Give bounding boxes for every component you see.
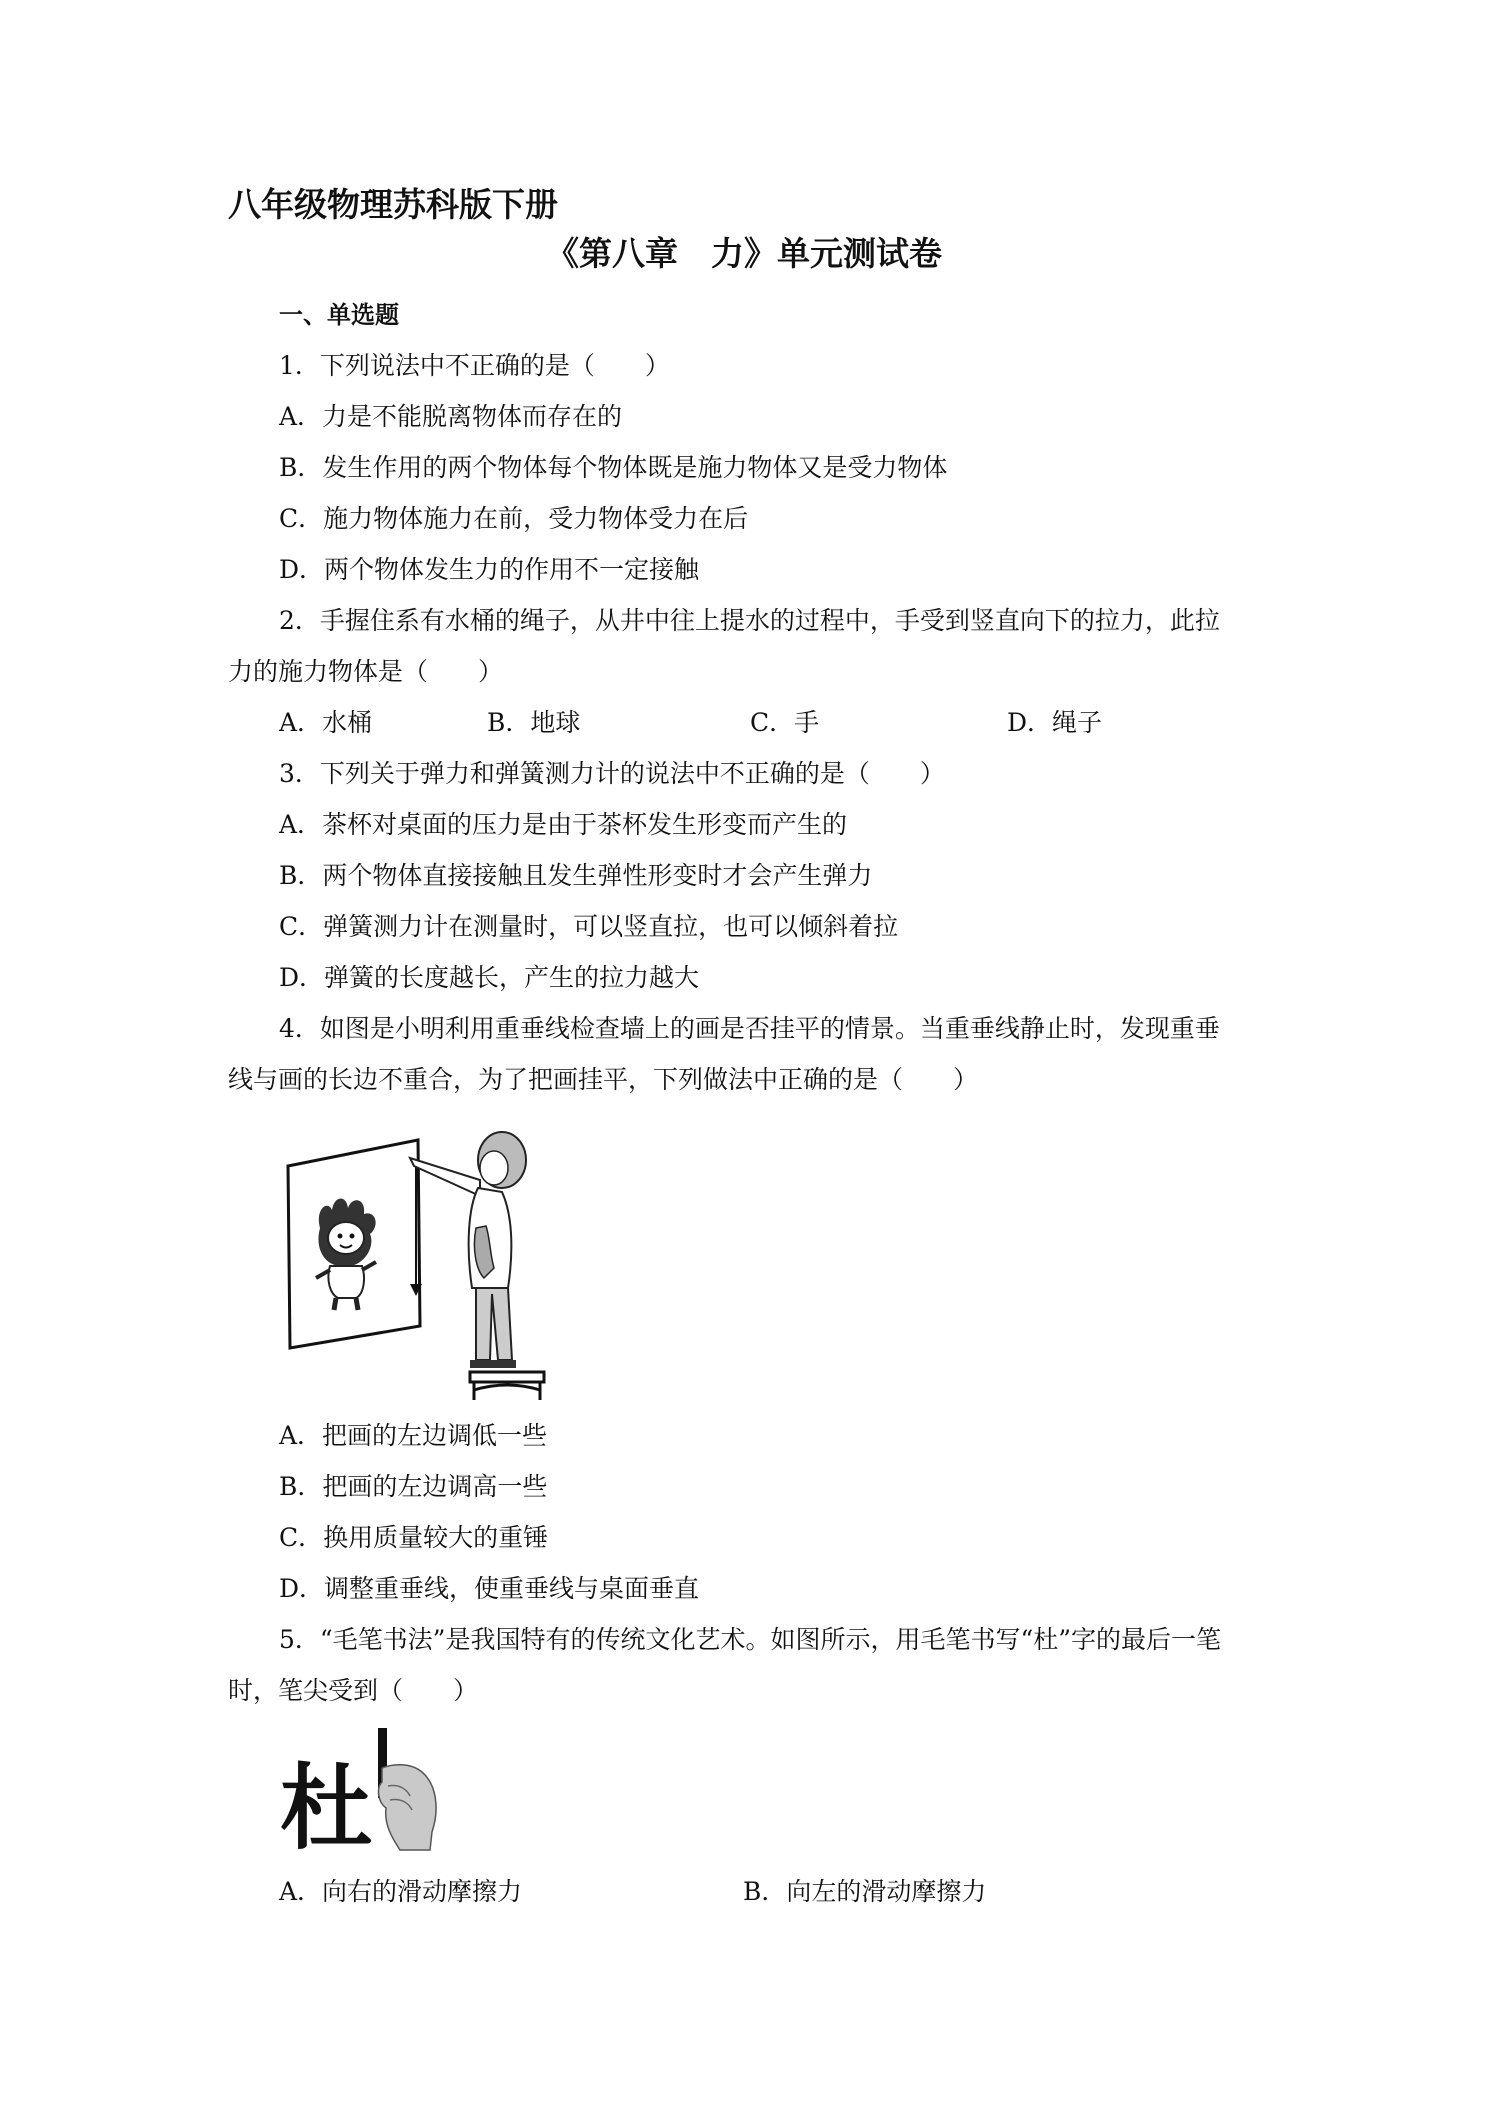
- section-label: 一、单选题: [279, 300, 399, 329]
- question-3-option-a: A．茶杯对桌面的压力是由于茶杯发生形变而产生的: [279, 810, 848, 839]
- page-title: 八年级物理苏科版下册: [228, 185, 558, 224]
- question-2-option-b: B．地球: [487, 708, 581, 737]
- hand-brush-icon: [378, 1728, 436, 1850]
- question-4-option-b: B．把画的左边调高一些: [279, 1472, 548, 1501]
- question-1-option-c: C．施力物体施力在前，受力物体受力在后: [279, 504, 749, 533]
- calligraphy-character: 杜: [280, 1754, 373, 1858]
- plumb-line-figure: [280, 1118, 560, 1408]
- question-2-stem-line-1: 2．手握住系有水桶的绳子，从井中往上提水的过程中，手受到竖直向下的拉力，此拉: [279, 606, 1220, 635]
- question-2-option-d: D．绳子: [1007, 708, 1103, 737]
- question-4-stem-line-2: 线与画的长边不重合，为了把画挂平，下列做法中正确的是（ ）: [228, 1065, 979, 1094]
- question-2-stem-line-2: 力的施力物体是（ ）: [228, 657, 504, 686]
- question-5-option-a: A．向右的滑动摩擦力: [279, 1877, 523, 1906]
- calligraphy-figure: [280, 1728, 450, 1858]
- question-1-stem: 1．下列说法中不正确的是（ ）: [279, 351, 670, 380]
- question-3-option-b: B．两个物体直接接触且发生弹性形变时才会产生弹力: [279, 861, 873, 890]
- question-2-option-a: A．水桶: [279, 708, 373, 737]
- question-4-option-c: C．换用质量较大的重锤: [279, 1523, 549, 1552]
- question-5-stem-line-1: 5．“毛笔书法”是我国特有的传统文化艺术。如图所示，用毛笔书写“杜”字的最后一笔: [279, 1625, 1222, 1654]
- question-5-stem-line-2: 时，笔尖受到（ ）: [228, 1676, 479, 1705]
- question-1-option-b: B．发生作用的两个物体每个物体既是施力物体又是受力物体: [279, 453, 948, 482]
- question-3-stem: 3．下列关于弹力和弹簧测力计的说法中不正确的是（ ）: [279, 759, 945, 788]
- question-5-option-b: B．向左的滑动摩擦力: [743, 1877, 987, 1906]
- boy-figure: [410, 1132, 544, 1400]
- question-1-option-a: A．力是不能脱离物体而存在的: [279, 402, 623, 431]
- question-1-option-d: D．两个物体发生力的作用不一定接触: [279, 555, 700, 584]
- question-3-option-c: C．弹簧测力计在测量时，可以竖直拉，也可以倾斜着拉: [279, 912, 899, 941]
- page-subtitle: 《第八章 力》单元测试卷: [546, 234, 942, 273]
- question-2-option-c: C．手: [750, 708, 820, 737]
- question-4-option-a: A．把画的左边调低一些: [279, 1421, 548, 1450]
- question-3-option-d: D．弹簧的长度越长，产生的拉力越大: [279, 963, 700, 992]
- question-4-stem-line-1: 4．如图是小明利用重垂线检查墙上的画是否挂平的情景。当重垂线静止时，发现重垂: [279, 1014, 1220, 1043]
- question-4-option-d: D．调整重垂线，使重垂线与桌面垂直: [279, 1574, 700, 1603]
